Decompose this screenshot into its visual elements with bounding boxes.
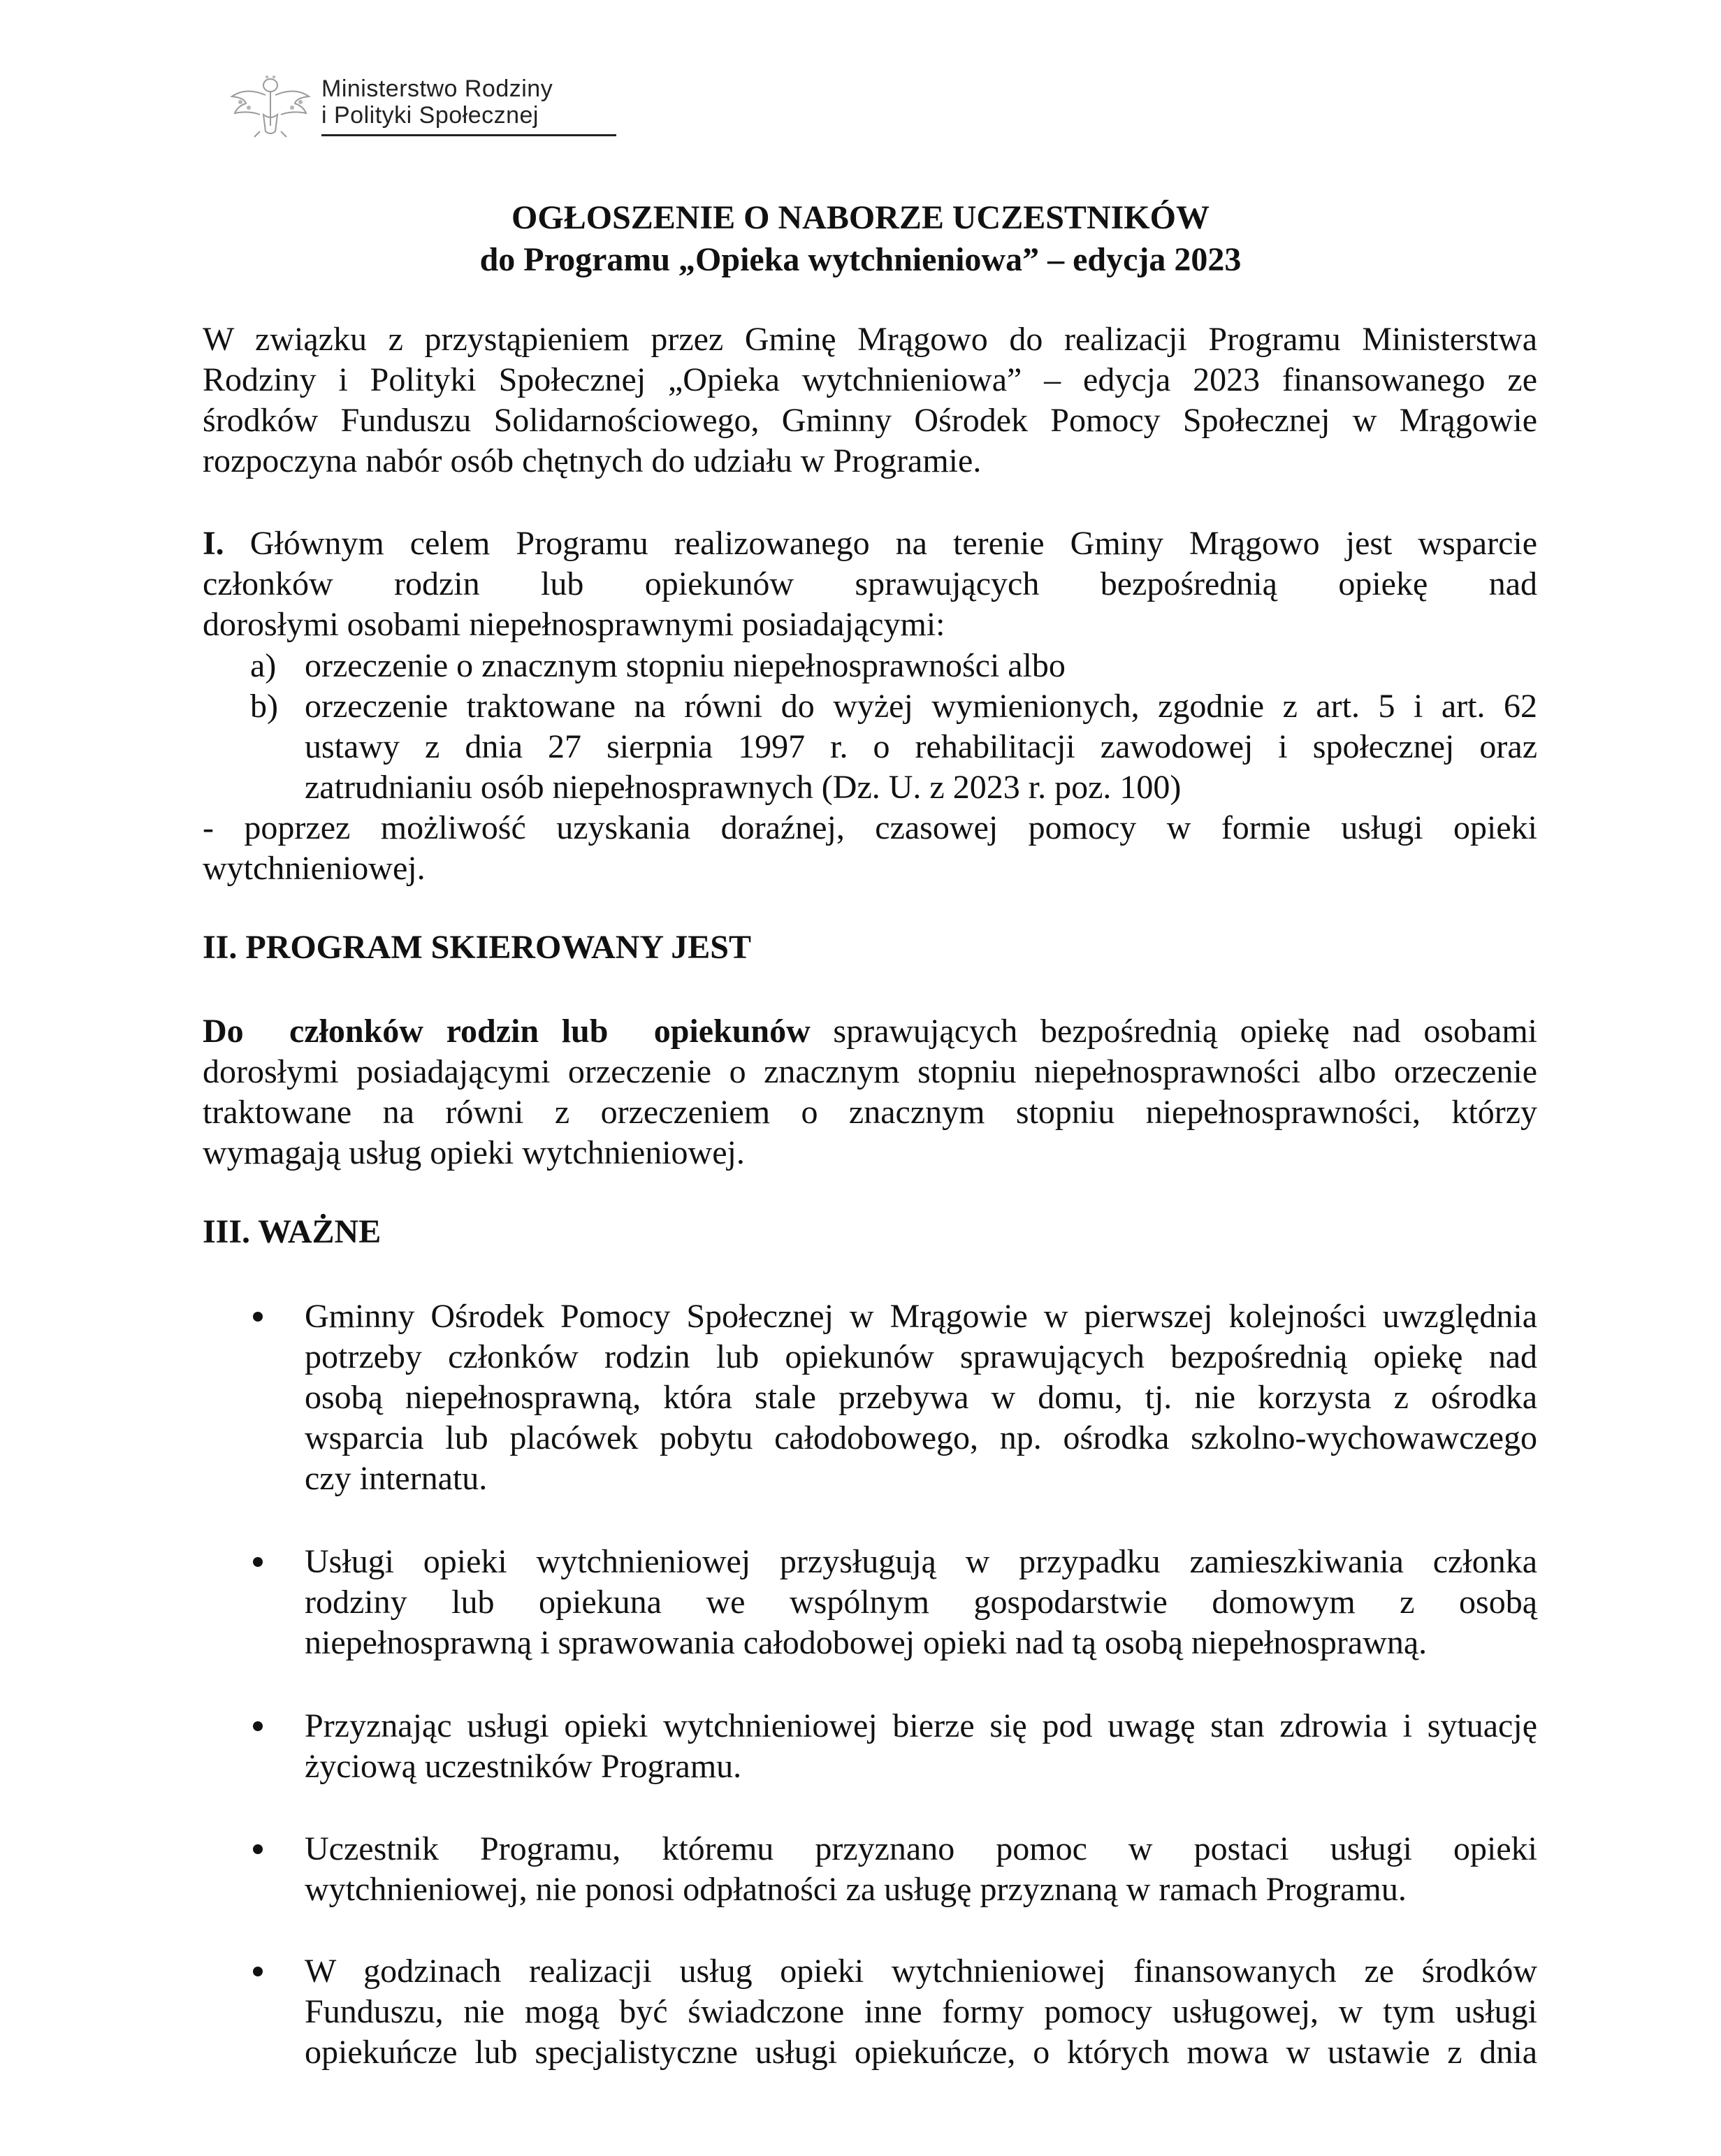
section-1-closing-line: wytchnieniowej.: [203, 850, 426, 887]
important-bullet-1: [203, 1296, 1537, 1499]
bullet-line: Gminny Ośrodek Pomocy Społecznej w Mrągowie w pierwszej kolejności uwzględnia: [305, 1298, 1537, 1335]
bullet-dot-icon: [253, 1967, 263, 1976]
intro-line: Rodziny i Polityki Społecznej „Opieka wytchnieniowa” – edycja 2023 finansowanego ze: [203, 361, 1537, 398]
section-1-closing-line: - poprzez możliwość uzyskania doraźnej, czasowej pomocy w formie usługi opieki: [203, 809, 1537, 846]
criteria-line: zatrudnianiu osób niepełnosprawnych (Dz. U. z 2023 r. poz. 100): [305, 769, 1182, 806]
section-1-line: [203, 523, 1537, 564]
ministry-name: [321, 75, 553, 129]
important-bullet-5: [203, 1951, 1537, 2073]
bullet-dot-icon: [253, 1312, 263, 1322]
bullet-line: osobą niepełnosprawną, która stale przebywa w domu, tj. nie korzysta z ośrodka: [305, 1379, 1537, 1416]
section-1-criteria-list: [203, 646, 1537, 808]
criteria-line: orzeczenie o znacznym stopniu niepełnosprawności albo: [305, 647, 1066, 684]
important-bullet-2: [203, 1542, 1537, 1663]
eagle-emblem-icon: [225, 71, 316, 138]
section-2-heading: II. PROGRAM SKIEROWANY JEST: [203, 929, 751, 966]
criteria-marker: b): [250, 688, 278, 725]
section-2-line: wymagają usług opieki wytchnieniowej.: [203, 1134, 745, 1171]
criteria-line: orzeczenie traktowane na równi do wyżej wymienionych, zgodnie z art. 5 i art. 62: [305, 688, 1537, 725]
bullet-line: Usługi opieki wytchnieniowej przysługują w przypadku zamieszkiwania członka: [305, 1543, 1537, 1580]
announcement-subtitle: do Programu „Opieka wytchnieniowa” – edycja 2023: [479, 241, 1242, 278]
bullet-dot-icon: [253, 1557, 263, 1567]
important-bullet-3: [203, 1706, 1537, 1787]
criteria-item-b: [203, 686, 1537, 808]
bullet-line: życiową uczestników Programu.: [305, 1748, 742, 1785]
bullet-line: W godzinach realizacji usług opieki wytchnieniowej finansowanych ze środków: [305, 1953, 1537, 1990]
section-1-closing: [203, 808, 1537, 889]
section-1-paragraph: [203, 523, 1537, 645]
section-2-line: traktowane na równi z orzeczeniem o znacznym stopniu niepełnosprawności, którzy: [203, 1094, 1537, 1131]
section-2-line: [203, 1011, 1537, 1052]
ministry-name-line2: i Polityki Społecznej: [321, 102, 539, 129]
section-1-line: członków rodzin lub opiekunów sprawujących bezpośrednią opiekę nad: [203, 565, 1537, 602]
bullet-line: Przyznając usługi opieki wytchnieniowej bierze się pod uwagę stan zdrowia i sytuację: [305, 1707, 1537, 1744]
bullet-line: wsparcia lub placówek pobytu całodobowego, np. ośrodka szkolno-wychowawczego: [305, 1419, 1537, 1456]
intro-line: W związku z przystąpieniem przez Gminę Mrągowo do realizacji Programu Ministerstwa: [203, 321, 1537, 358]
criteria-marker: a): [250, 647, 277, 684]
ministry-name-line1: Ministerstwo Rodziny: [321, 75, 553, 102]
important-bullet-4: [203, 1829, 1537, 1910]
intro-line: środków Funduszu Solidarnościowego, Gminny Ośrodek Pomocy Społecznej w Mrągowie: [203, 402, 1537, 439]
logo-underline: [321, 134, 616, 136]
section-2-bold-lead: Do członków rodzin lub opiekunów: [203, 1013, 811, 1050]
section-1-marker: I.: [203, 525, 224, 562]
announcement-title: OGŁOSZENIE O NABORZE UCZESTNIKÓW: [511, 199, 1210, 236]
criteria-item-a: [203, 646, 1537, 686]
section-3-heading: III. WAŻNE: [203, 1213, 382, 1250]
section-1-line: dorosłymi osobami niepełnosprawnymi posiadającymi:: [203, 606, 945, 643]
intro-line: rozpoczyna nabór osób chętnych do udziału w Programie.: [203, 442, 982, 479]
bullet-line: opiekuńcze lub specjalistyczne usługi opiekuńcze, o których mowa w ustawie z dnia: [305, 2034, 1537, 2071]
bullet-dot-icon: [253, 1844, 263, 1854]
section-2-paragraph: [203, 1011, 1537, 1173]
bullet-dot-icon: [253, 1721, 263, 1731]
bullet-line: rodziny lub opiekuna we wspólnym gospodarstwie domowym z osobą: [305, 1584, 1537, 1621]
intro-paragraph: [203, 319, 1537, 482]
ministry-logo: [225, 67, 616, 144]
section-2-line: dorosłymi posiadającymi orzeczenie o znacznym stopniu niepełnosprawności albo orzeczenie: [203, 1053, 1537, 1090]
bullet-line: Uczestnik Programu, któremu przyznano pomoc w postaci usługi opieki: [305, 1830, 1537, 1867]
section-1-line-text: Głównym celem Programu realizowanego na terenie Gminy Mrągowo jest wsparcie: [249, 525, 1538, 562]
bullet-line: wytchnieniowej, nie ponosi odpłatności za usługę przyznaną w ramach Programu.: [305, 1871, 1407, 1908]
bullet-line: czy internatu.: [305, 1460, 488, 1497]
bullet-line: Funduszu, nie mogą być świadczone inne formy pomocy usługowej, w tym usługi: [305, 1993, 1537, 2030]
section-2-line-rest: sprawujących bezpośrednią opiekę nad osobami: [810, 1013, 1537, 1050]
bullet-line: niepełnosprawną i sprawowania całodobowej opieki nad tą osobą niepełnosprawną.: [305, 1624, 1428, 1661]
bullet-line: potrzeby członków rodzin lub opiekunów sprawujących bezpośrednią opiekę nad: [305, 1338, 1537, 1375]
criteria-line: ustawy z dnia 27 sierpnia 1997 r. o rehabilitacji zawodowej i społecznej oraz: [305, 728, 1537, 765]
